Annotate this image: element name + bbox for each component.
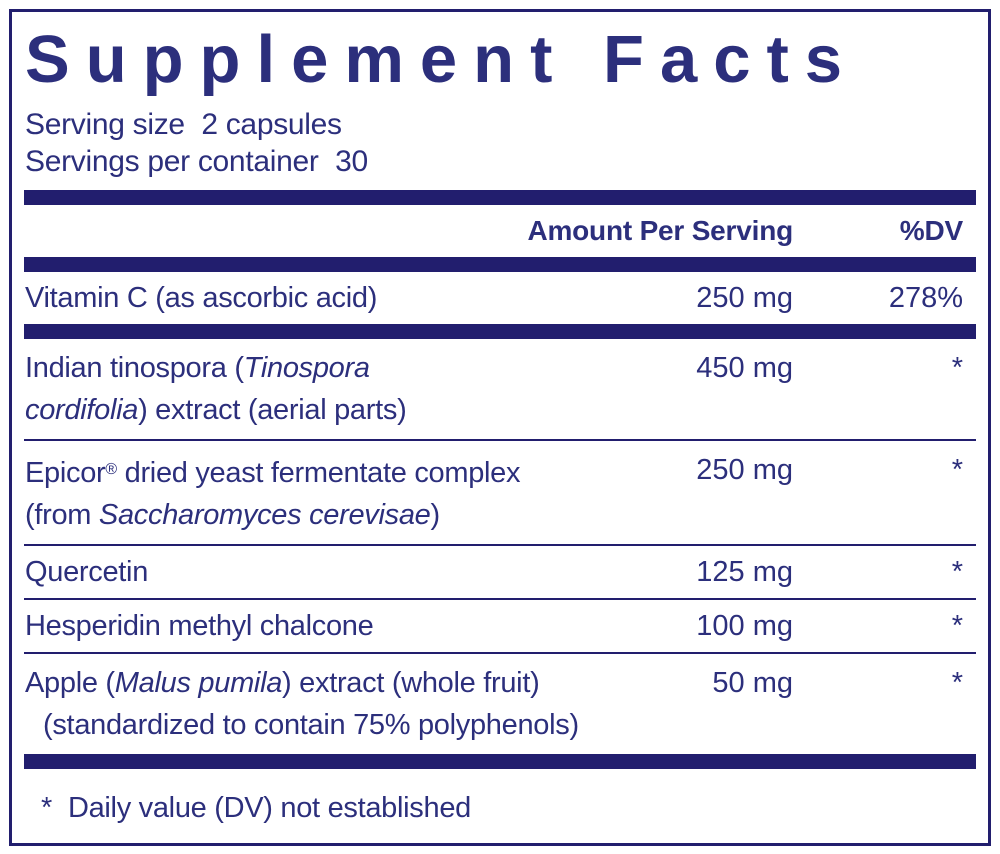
table-row-vitamin-c	[24, 272, 976, 324]
footnote-asterisk: *	[41, 792, 52, 825]
registered-trademark-symbol: ®	[105, 461, 117, 479]
ingredient-dv: *	[951, 352, 963, 385]
header-percent-dv: %DV	[899, 215, 963, 247]
ingredient-dv: *	[951, 556, 963, 589]
panel-title: Supplement Facts	[25, 22, 859, 97]
header-amount-per-serving: Amount Per Serving	[527, 215, 793, 247]
ingredient-text: Vitamin C (as ascorbic acid)	[25, 282, 378, 315]
serving-info	[25, 106, 976, 180]
servings-per-container-value: 30	[335, 145, 368, 179]
footnote-text: Daily value (DV) not established	[67, 792, 471, 825]
thick-divider-bar	[24, 754, 976, 769]
ingredient-text: Apple (	[25, 667, 115, 700]
servings-per-container-line	[25, 143, 976, 180]
ingredient-text: dried yeast fermentate complex	[116, 457, 521, 490]
servings-per-container-label: Servings per container	[25, 145, 319, 179]
daily-value-footnote	[24, 769, 976, 837]
ingredient-dv: 278%	[888, 282, 963, 315]
ingredient-amount: 50 mg	[712, 667, 793, 700]
ingredient-latin-name: cordifolia	[25, 394, 139, 427]
ingredient-dv: *	[951, 667, 963, 700]
ingredient-amount: 100 mg	[696, 610, 793, 643]
table-row-quercetin	[24, 546, 976, 598]
serving-size-label: Serving size	[25, 108, 185, 142]
ingredient-text: (from	[25, 499, 99, 532]
thick-divider-bar	[24, 190, 976, 205]
ingredient-amount: 450 mg	[696, 352, 793, 385]
table-row-indian-tinospora	[24, 339, 976, 439]
ingredient-amount: 250 mg	[696, 454, 793, 487]
serving-size-value: 2 capsules	[201, 108, 342, 142]
ingredient-name	[25, 662, 579, 746]
ingredient-name	[25, 449, 538, 536]
ingredient-text: Quercetin	[25, 556, 149, 589]
ingredient-dv: *	[951, 454, 963, 487]
ingredient-text: Indian tinospora (	[25, 352, 244, 385]
ingredient-latin-name: Saccharomyces cerevisae	[98, 499, 431, 532]
ingredient-text: )	[430, 499, 440, 532]
thick-divider-bar	[24, 257, 976, 272]
ingredient-name	[25, 551, 538, 593]
ingredient-name	[25, 277, 538, 319]
ingredient-text: Epicor	[25, 457, 106, 490]
ingredient-amount: 125 mg	[696, 556, 793, 589]
table-row-epicor	[24, 441, 976, 544]
ingredient-text: ) extract (aerial parts)	[138, 394, 407, 427]
table-row-hesperidin	[24, 600, 976, 652]
ingredient-name	[25, 605, 538, 647]
ingredient-text: ) extract (whole fruit)	[282, 667, 540, 700]
ingredient-amount: 250 mg	[696, 282, 793, 315]
ingredient-standardization-note: (standardized to contain 75% polyphenols)	[43, 709, 579, 742]
supplement-facts-panel	[9, 9, 991, 846]
ingredient-dv: *	[951, 610, 963, 643]
ingredient-latin-name: Malus pumila	[114, 667, 283, 700]
table-header-row	[24, 205, 976, 257]
thick-divider-bar	[24, 324, 976, 339]
ingredient-text: Hesperidin methyl chalcone	[25, 610, 374, 643]
table-row-apple-extract	[24, 654, 976, 754]
ingredient-latin-name: Tinospora	[243, 352, 370, 385]
serving-size-line	[25, 106, 976, 143]
ingredient-name	[25, 347, 538, 431]
